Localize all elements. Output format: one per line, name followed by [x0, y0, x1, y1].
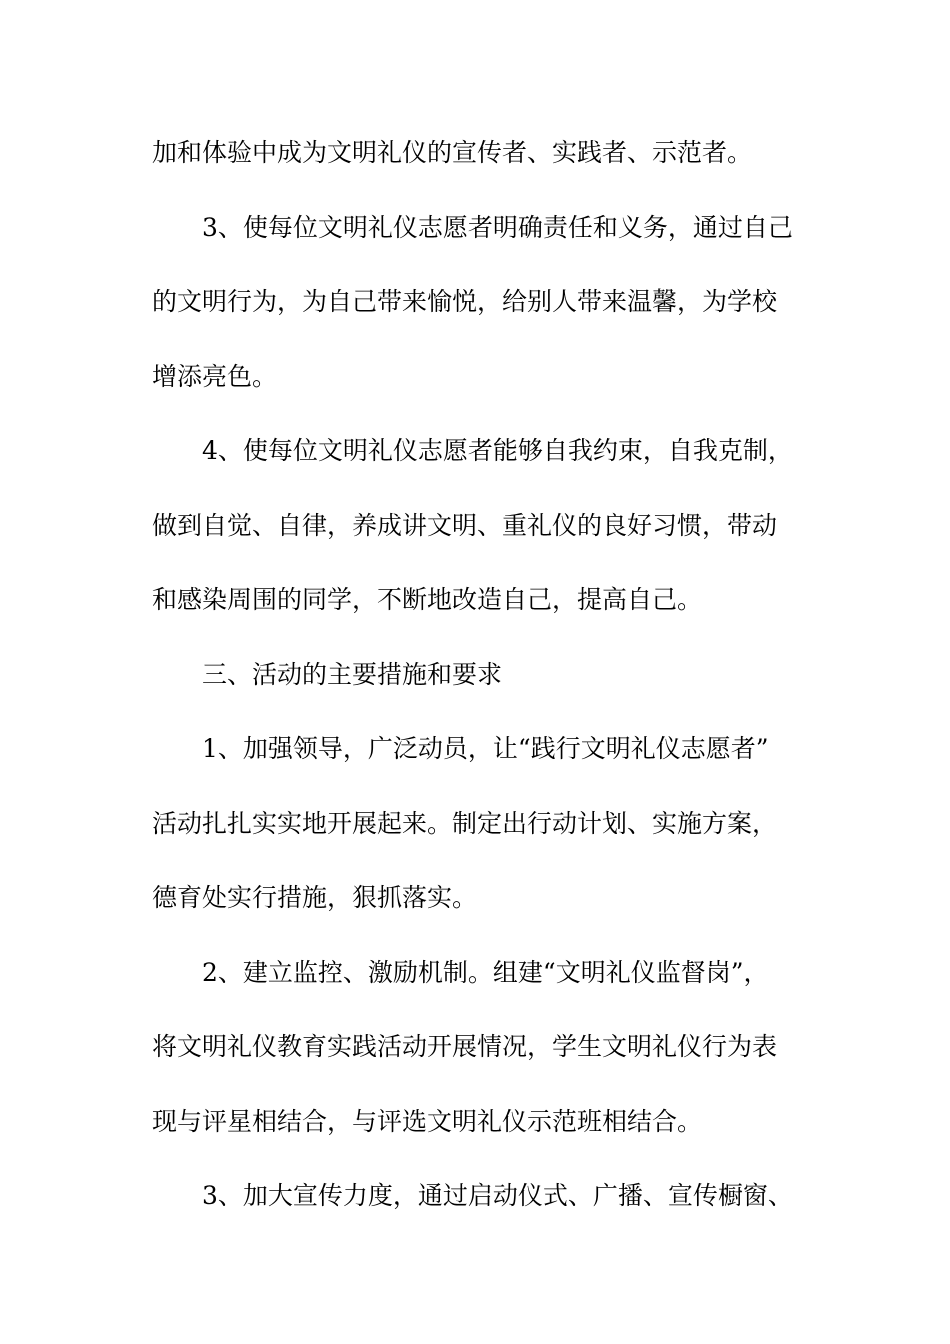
- text-line: 现与评星相结合，与评选文明礼仪示范班相结合。: [152, 1106, 703, 1136]
- text-line: 做到自觉、自律，养成讲文明、重礼仪的良好习惯，带动: [152, 510, 778, 540]
- text-line: 和感染周围的同学，不断地改造自己，提高自己。: [152, 585, 703, 614]
- text-line: 4、使每位文明礼仪志愿者能够自我约束，自我克制，: [202, 436, 793, 465]
- text-line: 的文明行为，为自己带来愉悦，给别人带来温馨，为学校: [152, 287, 778, 316]
- text-line: 将文明礼仪教育实践活动开展情况，学生文明礼仪行为表: [152, 1032, 778, 1061]
- body-text: [152, 128, 812, 1246]
- section-heading: 三、活动的主要措施和要求: [202, 659, 503, 689]
- text-line: 2、建立监控、激励机制。组建“文明礼仪监督岗”，: [202, 957, 769, 987]
- text-line: 3、加大宣传力度，通过启动仪式、广播、宣传橱窗、: [202, 1181, 793, 1210]
- text-line: 3、使每位文明礼仪志愿者明确责任和义务，通过自己: [202, 212, 793, 242]
- text-line: 德育处实行措施，狠抓落实。: [152, 883, 478, 912]
- text-line: 活动扎扎实实地开展起来。制定出行动计划、实施方案，: [152, 808, 778, 838]
- text-line: 加和体验中成为文明礼仪的宣传者、实践者、示范者。: [152, 138, 753, 167]
- text-line: 增添亮色。: [152, 361, 278, 391]
- text-line: 1、加强领导，广泛动员，让“践行文明礼仪志愿者”: [202, 734, 769, 763]
